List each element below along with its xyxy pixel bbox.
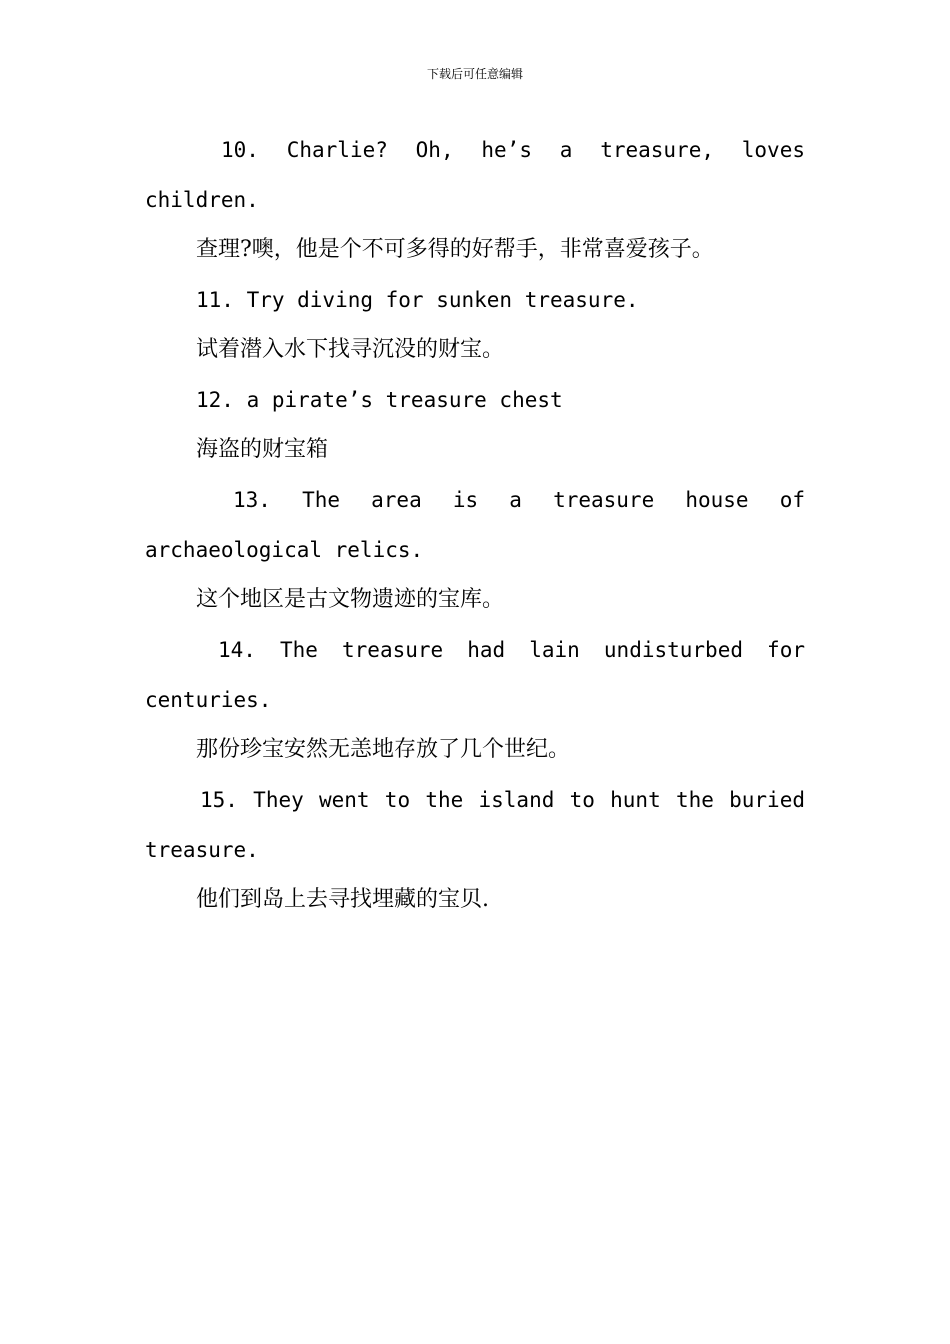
chinese-translation: 查理?噢，他是个不可多得的好帮手，非常喜爱孩子。 <box>196 237 714 262</box>
sentence-entry-10 <box>145 125 805 275</box>
english-sentence: 15. They went to the island to hunt the buried <box>200 788 805 812</box>
chinese-translation: 那份珍宝安然无恙地存放了几个世纪。 <box>196 737 571 762</box>
english-sentence-continuation: centuries. <box>145 688 272 712</box>
english-sentence-continuation: children. <box>145 188 259 212</box>
english-sentence: 14. The treasure had lain undisturbed for <box>218 638 805 662</box>
english-sentence: 11. Try diving for sunken treasure. <box>196 288 639 312</box>
sentence-entry-15 <box>145 775 805 925</box>
chinese-translation: 海盗的财宝箱 <box>196 437 329 462</box>
english-sentence-continuation: archaeological relics. <box>145 538 424 562</box>
english-sentence: 12. a pirate’s treasure chest <box>196 388 563 412</box>
page-header: 下载后可任意编辑 <box>426 67 523 81</box>
sentence-entry-11 <box>145 275 805 375</box>
chinese-translation: 试着潜入水下找寻沉没的财宝。 <box>196 337 505 362</box>
english-sentence-continuation: treasure. <box>145 838 259 862</box>
english-sentence: 13. The area is a treasure house of <box>233 488 805 512</box>
sentence-entry-14 <box>145 625 805 775</box>
english-sentence: 10. Charlie? Oh, he’s a treasure, loves <box>221 138 805 162</box>
chinese-translation: 这个地区是古文物遗迹的宝库。 <box>196 587 505 612</box>
sentence-entry-13 <box>145 475 805 625</box>
sentence-entry-12 <box>145 375 805 475</box>
chinese-translation: 他们到岛上去寻找埋藏的宝贝. <box>196 887 489 912</box>
document-body <box>145 125 805 925</box>
